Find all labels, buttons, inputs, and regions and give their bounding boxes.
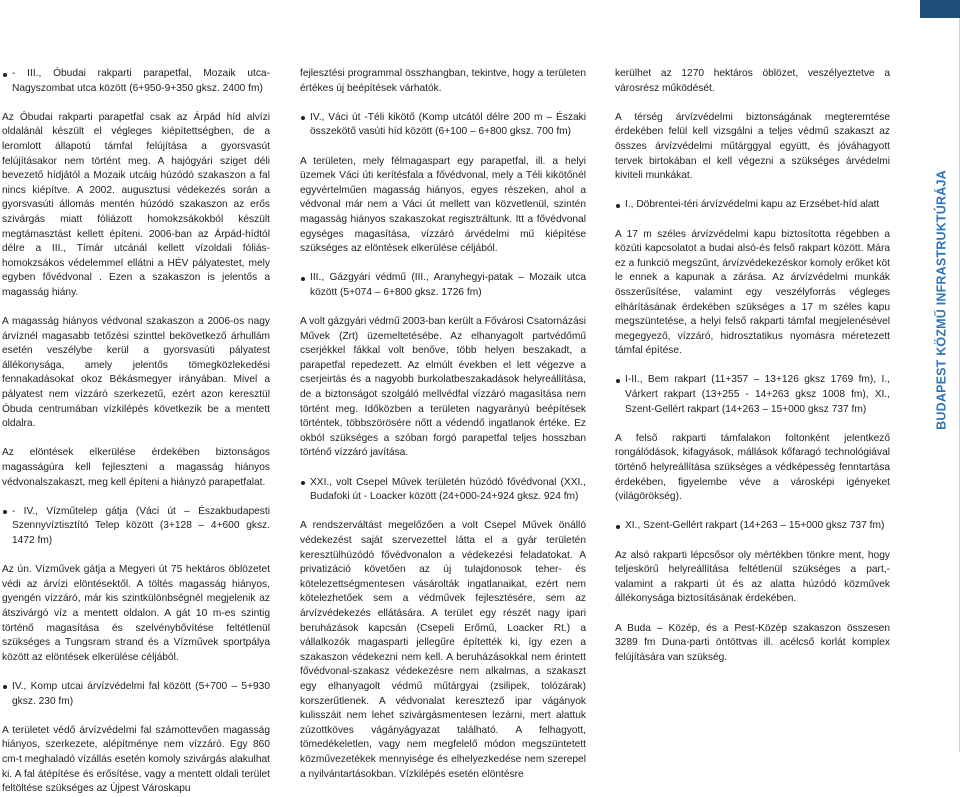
paragraph: kerülhet az 1270 hektáros öblözet, veszélyeztetve a városrész működését.	[615, 68, 890, 94]
paragraph: Az alsó rakparti lépcsősor oly mértékben tönkre ment, hogy teljeskörű helyreállítása feltétlenül szükséges a part,- valamint a rakparti út és az alatta húzódó közművek állékonysága biztosításának érdekében.	[615, 549, 890, 605]
side-bar	[920, 0, 960, 752]
bullet-icon	[301, 277, 305, 281]
list-item	[300, 476, 586, 505]
list-item-text: III., Gázgyári védmű (III., Aranyhegyi-patak – Mozaik utca között (5+074 – 6+800 gksz. 1726 fm)	[310, 272, 586, 298]
list-item	[2, 680, 270, 709]
bullet-icon	[3, 685, 7, 689]
list-item	[615, 519, 890, 534]
list-item-text: I., Döbrentei-téri árvízvédelmi kapu az Erzsébet-híd alatt	[625, 199, 880, 211]
paragraph: Az ún. Vízművek gátja a Megyeri út 75 hektáros öblözetet védi az árvízi elöntésektől. A töltés magasság hiányos, gyengén vízzáró, már kis szintkülönbségnél megjelenik az átszivárgó víz a mentett oldalon. A gát 10 m-es szintig történő magasítása és szelvénybővítése feltétlenül szükséges a Tungsram strand és a Vízművek sportpálya között az elöntések elkerülése céljából.	[2, 564, 270, 663]
list-item	[615, 373, 890, 417]
list-item	[615, 198, 890, 213]
column-2	[300, 67, 586, 782]
list-item	[2, 67, 270, 96]
paragraph: Az elöntések elkerülése érdekében biztonságos magasságúra kell fejleszteni a magasság hiányos védvonalszakaszt, meg kell építeni a hiányzó parapetfalat.	[2, 447, 270, 488]
paragraph: A rendszerváltást megelőzően a volt Csepel Művek önálló védekezést saját szervezettel látta el a gyár területén keresztülhúzódó fővédvonalon a védekezési feladatokat. A privatizáció követően az új tulajdonosok teher- és kötelezettségmentesen vásárolták ingatlanaikat, ezért nem kötelezhetőek sem a védművek fejlesztésére, sem az árvízvédekezés ellátására. A terület egy részét nagy ipari beruházások kapcsán (Csepeli Erőmű, Loacker Rt.) a vállalkozók magasparti jellegűre építették ki, így ezen a szakaszon védekezni nem kell. A beruházásokkal nem érintett fővédvonal-szakasz védekezésre nem alkalmas, a szakaszt egy elhanyagolt védmű műtárgyai (zsilipek, tolózárak) korszerűtlenek. A védvonalat keresztező ipar vágányok kulisszáit nem lehet szivárgásmentesen lezárni, mert alattuk zúzottköves vágányágyazat található. A felhagyott, tömedékeletlen, vagy nem megfelelő módon megszüntetett közművezetékek mennyisége és elhelyezkedése nem szerepel a nyilvántartásokban. Vízkilépés esetén elöntésre	[300, 520, 586, 780]
side-title: BUDAPEST KÖZMŰ INFRASTRUKTÚRÁJA	[934, 170, 949, 430]
list-item-text: - III., Óbudai rakparti parapetfal, Mozaik utca-Nagyszombat utca között (6+950-9+350 gksz. 2400 fm)	[12, 68, 270, 94]
paragraph: A felső rakparti támfalakon foltonként jelentkező rongálódások, kifagyások, mállások kőfaragó technológiával történő helyreállítása szükséges a védképesség fenntartása érdekében, figyelembe véve a városképi igényeket (világörökség).	[615, 432, 890, 503]
side-bar-top-block	[920, 0, 960, 18]
bullet-icon	[3, 73, 7, 77]
bullet-icon	[3, 510, 7, 514]
bullet-icon	[616, 204, 620, 208]
list-item-text: XXI., volt Csepel Művek területén húzódó fővédvonal (XXI., Budafoki út - Loacker között (24+000-24+924 gksz. 924 fm)	[310, 476, 586, 503]
list-item-text: I-II., Bem rakpart (11+357 – 13+126 gksz 1769 fm), I., Várkert rakpart (13+255 - 14+263 gksz 1008 fm), XI., Szent-Gellért rakpart (14+263 – 15+000 gksz 737 fm)	[625, 374, 890, 415]
paragraph: A térség árvízvédelmi biztonságának megteremtése érdekében felül kell vizsgálni a teljes védmű szakaszt az összes árvízvédelmi műtárggyal együtt, és jóváhagyott tervek birtokában el kell végezni a szükséges árvédelmi kiviteli munkákat.	[615, 111, 890, 182]
list-item-text: - IV., Vízműtelep gátja (Váci út – Északbudapesti Szennyvíztisztító Telep között (3+128 – 4+600 gksz. 1472 fm)	[12, 505, 270, 546]
list-item-text: XI., Szent-Gellért rakpart (14+263 – 15+000 gksz 737 fm)	[625, 520, 885, 532]
paragraph: A területen, mely félmagaspart egy parapetfal, ill. a helyi üzemek Váci úti kerítésfala a fővédvonal, mely a Téli kikötőnél egyvértelműen magasság hiányos, egyes részeken, ahol a védvonal már nem a Váci út mellett van közvetlenül, szintén magasság hiányos szakaszokat regisztráltunk. Itt a fővédvonal egységes magasítása, vízzáró árvédelmi mű kiépítése szükséges az elöntések elkerülése céljából.	[300, 155, 586, 255]
list-item	[2, 505, 270, 549]
bullet-icon	[616, 379, 620, 383]
list-item	[300, 111, 586, 140]
paragraph: A volt gázgyári védmű 2003-ban került a Fővárosi Csatornázási Művek (Zrt) üzemeltetésébe. Az elhanyagolt partvédőmű cserjékkel fákkal volt benőve, több helyen beszakadt, a parapetfal repedezett. Az elmúlt években el lett végezve a cserjeirtás és a nagyobb burkolatbeszakadások helyreállítása, de a biztonságot szolgáló mellvédfal vízzáró magasítása nem történt meg. Időközben a területen nagyarányú beépítések történtek, többszörösére nőtt a védendő ingatlanok értéke. Ez okból szükséges a szóban forgó parapetfal teljes hosszban történő vízzáró javítása.	[300, 316, 586, 459]
bullet-icon	[301, 481, 305, 485]
list-item-text: IV., Váci út -Téli kikötő (Komp utcától délre 200 m – Északi összekötő vasúti híd között (6+100 – 6+800 gksz. 700 fm)	[310, 111, 586, 138]
column-1	[2, 67, 270, 797]
paragraph: A magasság hiányos védvonal szakaszon a 2006-os nagy árvíznél magasabb tetőzési szinttel bekövetkező árhullám esetén veszélybe kerül a gyorsvasúti pályatest állékonysága, amely jelentős tömegközlekedési fennakadásokat okoz Békásmegyer irányában. Mivel a pályatest nem vízzáró szerkezetű, ezért azon keresztül Óbuda centrumában vízkilépés következik be a mentett oldalra.	[2, 316, 270, 430]
paragraph: A területet védő árvízvédelmi fal számottevően magasság hiányos, szerkezete, alépítménye nem vízzáró. Egy 860 cm-t meghaladó vízállás esetén komoly szivárgás alakulhat ki. A fal átépítése és erősítése, vagy a mentett oldali terület feltöltése szükséges az Újpest Városkapu	[2, 724, 270, 795]
column-3	[615, 67, 890, 665]
bullet-icon	[616, 525, 620, 529]
paragraph: Az Óbudai rakparti parapetfal csak az Árpád híd alvízi oldalánál készült el végleges kiépítettségben, de a leromlott állapotú támfal felújítása a gyorsvasút felújításakor nem történt meg. A hajógyári sziget déli bevezető hídjától a Mozaik utcáig húzódó szakaszon a fal nincs kiépítve. A 2002. augusztusi védekezés során a gyorsvasúti állomás mentén húzódó szakaszon az erős szivárgás miatt fóliázott homokzsákokból készült megtámasztást kellett építeni. 2006-ban az Árpád-hídtól délre a III., Tímár utcánál kellett vízoldali fóliás-homokzsákos védelemmel ellátni a HÉV pályatestet, mely egyben fővédvonal . Ezen a szakaszon is jelentős a magasság hiány.	[2, 111, 270, 298]
paragraph: fejlesztési programmal összhangban, tekintve, hogy a területen értékes új beépítések várhatók.	[300, 68, 586, 94]
bullet-icon	[301, 116, 305, 120]
list-item	[300, 271, 586, 300]
list-item-text: IV., Komp utcai árvízvédelmi fal között (5+700 – 5+930 gksz. 230 fm)	[12, 680, 270, 707]
paragraph: A 17 m széles árvízvédelmi kapu biztosította régebben a közúti kapcsolatot a budai alsó-és felső rakpart között. Mára ez a funkció megszűnt, árvízvédekezéskor komoly erőket köt le ennek a kapunak a zárása. Az árvízvédelmi munkák összerűsítése, valamint egy veszélyforrás végleges elhárításának érdekében szükséges a 17 m széles kapu megszüntetése, a helyi felső rakparti támfal megjelenésével megegyező, vízzáró, hidrosztatikus nyomásra méretezett támfal építése.	[615, 228, 890, 357]
paragraph: A Buda – Közép, és a Pest-Közép szakaszon összesen 3289 fm Duna-parti öntöttvas ill. acélcső korlát komplex felújítására van szükség.	[615, 622, 890, 663]
